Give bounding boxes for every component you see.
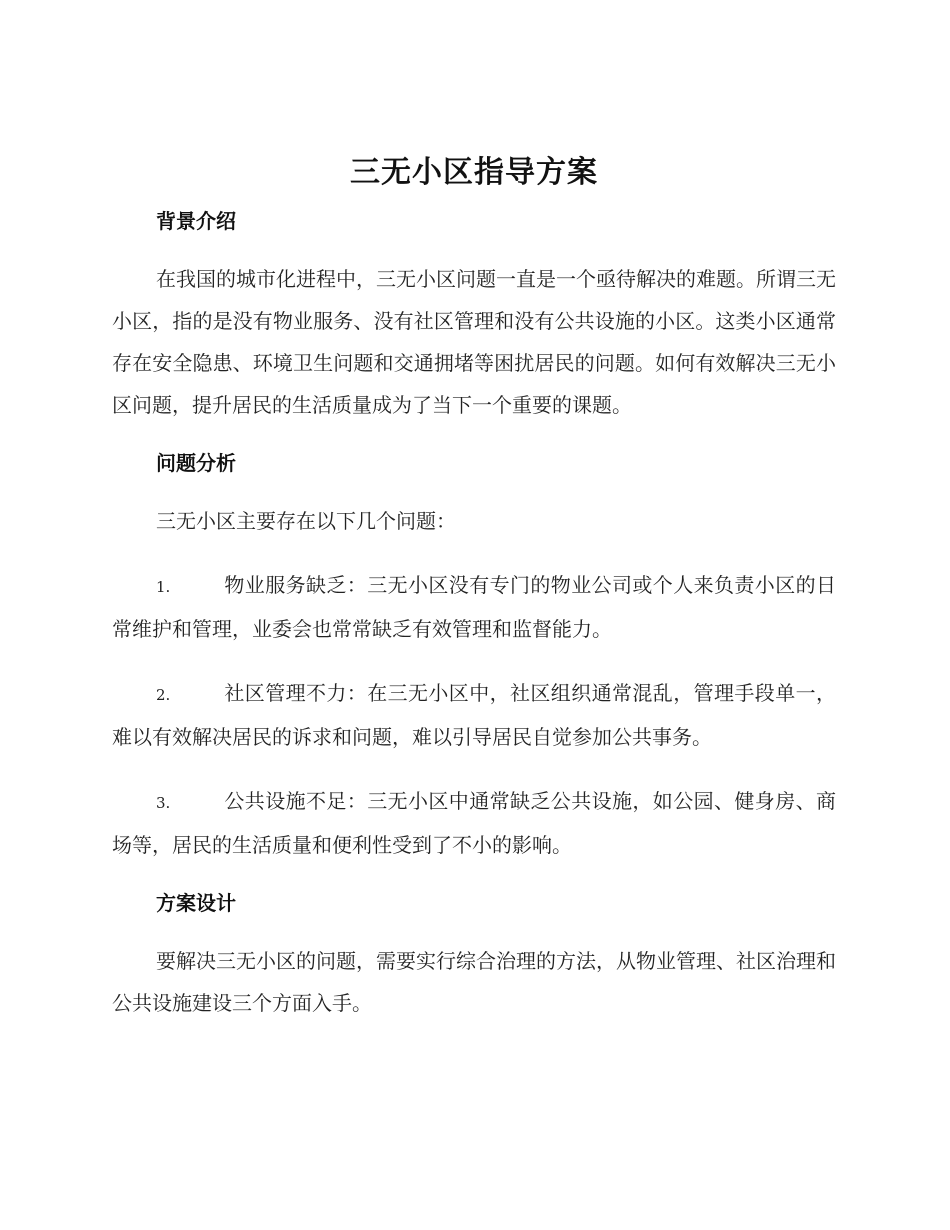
- list-item-number: 1.: [156, 578, 171, 596]
- list-item-text: 社区管理不力：在三无小区中，社区组织通常混乱，管理手段单一，难以有效解决居民的诉求和问题，难以引导居民自觉参加公共事务。: [112, 681, 836, 749]
- list-item-text: 公共设施不足：三无小区中通常缺乏公共设施，如公园、健身房、商场等，居民的生活质量和便利性受到了不小的影响。: [112, 789, 836, 857]
- section-heading-problem-analysis: 问题分析: [156, 451, 236, 475]
- list-item: [112, 780, 836, 866]
- document-body: [112, 150, 836, 1024]
- solution-paragraph: 要解决三无小区的问题，需要实行综合治理的方法，从物业管理、社区治理和公共设施建设三个方面入手。: [112, 949, 836, 1015]
- document-title: 三无小区指导方案: [350, 155, 598, 190]
- list-item-number: 3.: [156, 794, 171, 812]
- list-item: [112, 564, 836, 650]
- section-heading-solution-design: 方案设计: [156, 891, 236, 915]
- section-heading-background: 背景介绍: [156, 209, 236, 233]
- list-item-number: 2.: [156, 686, 171, 704]
- problem-intro-paragraph: 三无小区主要存在以下几个问题：: [156, 509, 456, 533]
- list-item-text: 物业服务缺乏：三无小区没有专门的物业公司或个人来负责小区的日常维护和管理，业委会也常常缺乏有效管理和监督能力。: [112, 573, 836, 641]
- list-item: [112, 672, 836, 758]
- background-paragraph: 在我国的城市化进程中，三无小区问题一直是一个亟待解决的难题。所谓三无小区，指的是没有物业服务、没有社区管理和没有公共设施的小区。这类小区通常存在安全隐患、环境卫生问题和交通拥堵等困扰居民的问题。如何有效解决三无小区问题，提升居民的生活质量成为了当下一个重要的课题。: [112, 267, 836, 417]
